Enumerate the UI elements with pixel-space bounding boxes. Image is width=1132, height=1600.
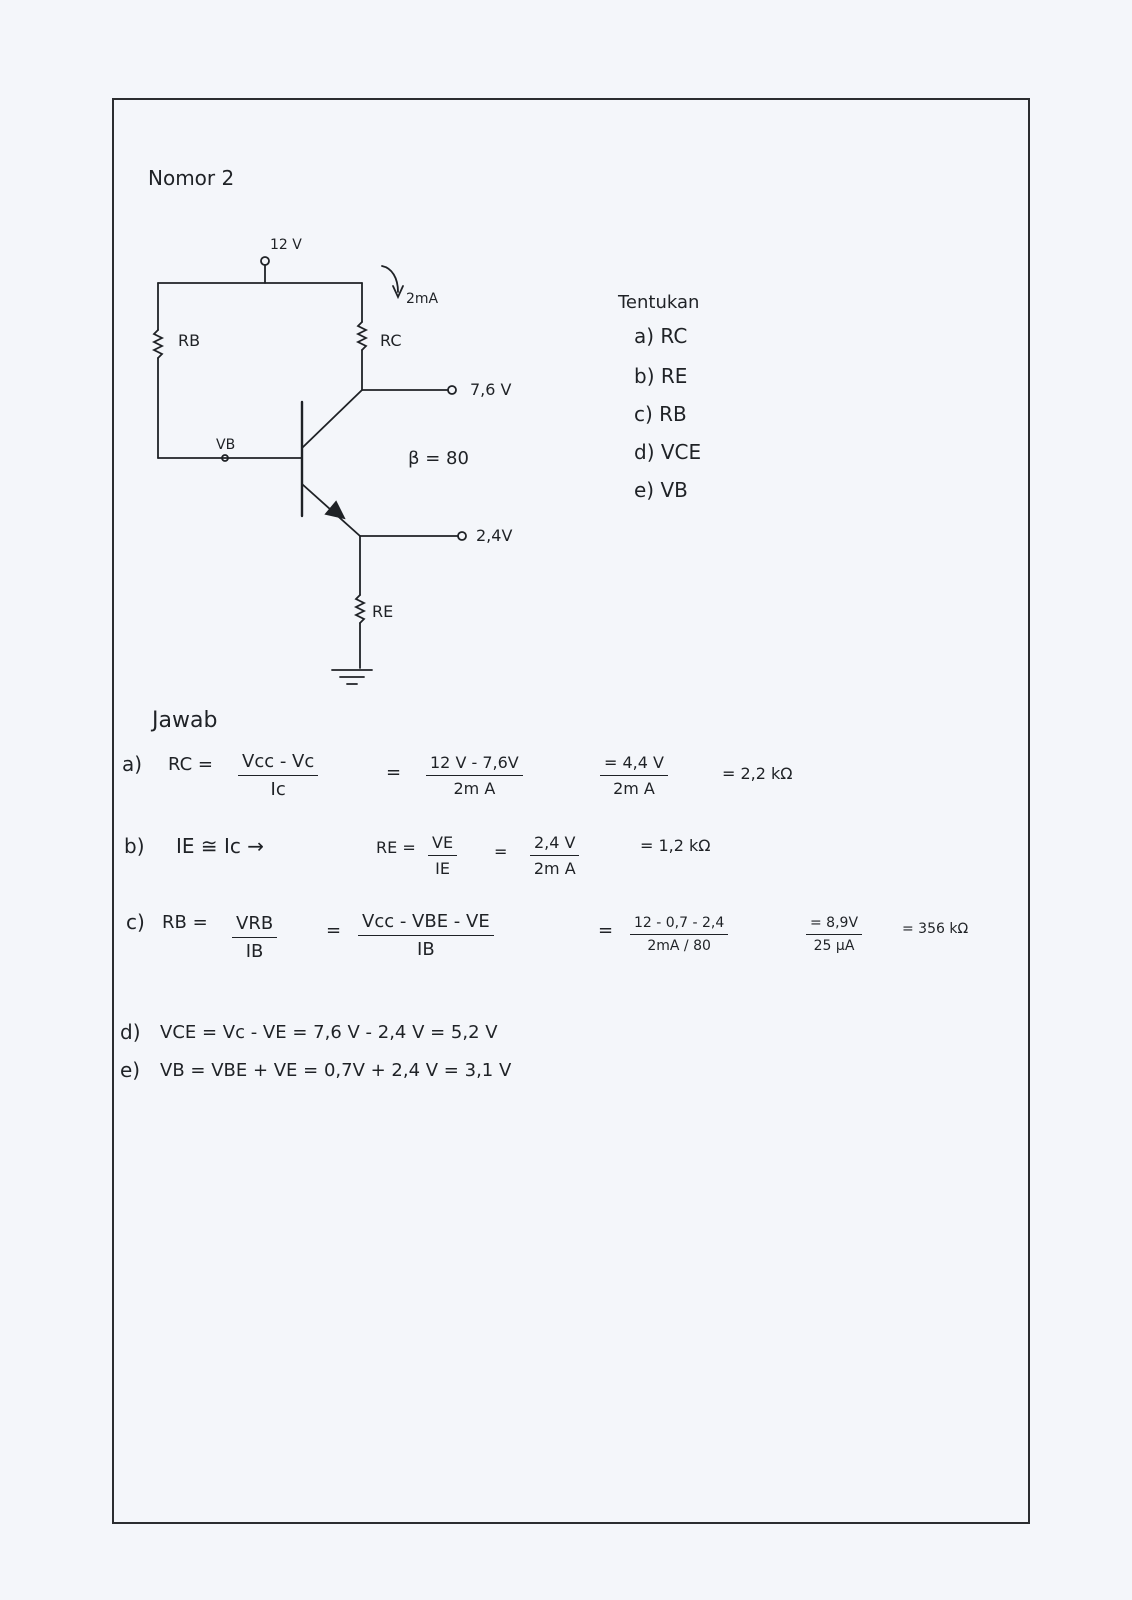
re-label: RE [372,602,394,621]
answer-a-f2-num: 12 V - 7,6V [426,754,523,776]
answer-d-text: VCE = Vc - VE = 7,6 V - 2,4 V = 5,2 V [160,1022,498,1043]
answer-c-f2-num: Vcc - VBE - VE [358,912,494,936]
answer-c-f4-den: 25 μA [813,938,855,955]
ve-terminal [458,532,466,540]
answer-c-label: c) [126,910,145,934]
answer-e-text: VB = VBE + VE = 0,7V + 2,4 V = 3,1 V [160,1060,512,1081]
answer-c-fraction-1 [232,914,277,962]
answer-a-result: = 2,2 kΩ [722,764,793,783]
task-item-c: c) RB [634,402,687,426]
answer-a-fraction-1 [238,752,318,800]
answer-title: Jawab [152,708,218,733]
vc-value-label: 7,6 V [470,380,512,399]
answer-b-label: b) [124,834,145,858]
answer-c-fraction-3 [630,916,728,955]
re-resistor [356,595,364,623]
supply-voltage-label: 12 V [270,237,302,253]
answer-b-f2-den: 2m A [533,858,576,878]
answer-c-lhs: RB = [162,912,208,933]
answer-c-f1-num: VRB [232,914,277,938]
rc-label: RC [380,331,402,350]
supply-terminal [261,257,269,265]
beta-label: β = 80 [408,448,469,469]
task-item-d: d) VCE [634,440,702,464]
answer-e-label: e) [120,1058,141,1082]
collector-current-label: 2mA [406,291,439,307]
answer-c-f1-den: IB [245,940,264,962]
answer-a-lhs: RC = [168,754,213,775]
answer-b-fraction-2 [530,834,579,877]
task-item-a: a) RC [634,324,688,348]
emitter-arrow [326,502,344,518]
answer-c-result: = 356 kΩ [902,921,969,937]
vc-terminal [448,386,456,394]
answer-b-result: = 1,2 kΩ [640,836,711,855]
answer-a-f2-den: 2m A [453,778,496,798]
answer-c-fraction-4 [806,916,862,955]
ve-value-label: 2,4V [476,526,513,545]
task-item-e: e) VB [634,478,688,502]
answer-c-f3-den: 2mA / 80 [647,938,711,955]
task-item-b: b) RE [634,364,688,388]
answer-b-f1-den: IE [435,858,450,878]
answer-a-f3-num: = 4,4 V [600,754,668,776]
answer-a-f1-den: Ic [270,778,286,800]
answer-a-eq1: = [386,762,402,783]
answer-b-eq1: = [494,842,508,861]
rb-label: RB [178,331,201,350]
answer-a-fraction-3 [600,754,668,797]
transistor-collector-leg [302,390,362,448]
vb-label: VB [216,437,236,453]
answer-b-lhs: IE ≅ Ic → [176,834,265,858]
answer-a-f3-den: 2m A [613,778,655,798]
task-title: Tentukan [618,292,700,313]
answer-c-f3-num: 12 - 0,7 - 2,4 [630,916,728,935]
answer-c-eq1: = [326,920,342,941]
answer-c-f4-num: = 8,9V [806,916,862,935]
answer-d-label: d) [120,1020,141,1044]
rb-resistor [154,330,162,358]
answer-b-re: RE = [376,838,416,857]
answer-c-eq2: = [598,920,614,941]
answer-c-fraction-2 [358,912,494,960]
answer-a-label: a) [122,752,143,776]
answer-b-f2-num: 2,4 V [530,834,579,856]
page-heading: Nomor 2 [148,166,235,190]
answer-b-fraction-1 [428,834,457,877]
answer-a-fraction-2 [426,754,523,797]
answer-c-f2-den: IB [417,938,435,960]
answer-a-f1-num: Vcc - Vc [238,752,318,776]
current-arrow-curve [382,266,398,292]
answer-b-f1-num: VE [428,834,457,856]
rc-resistor [358,322,366,350]
